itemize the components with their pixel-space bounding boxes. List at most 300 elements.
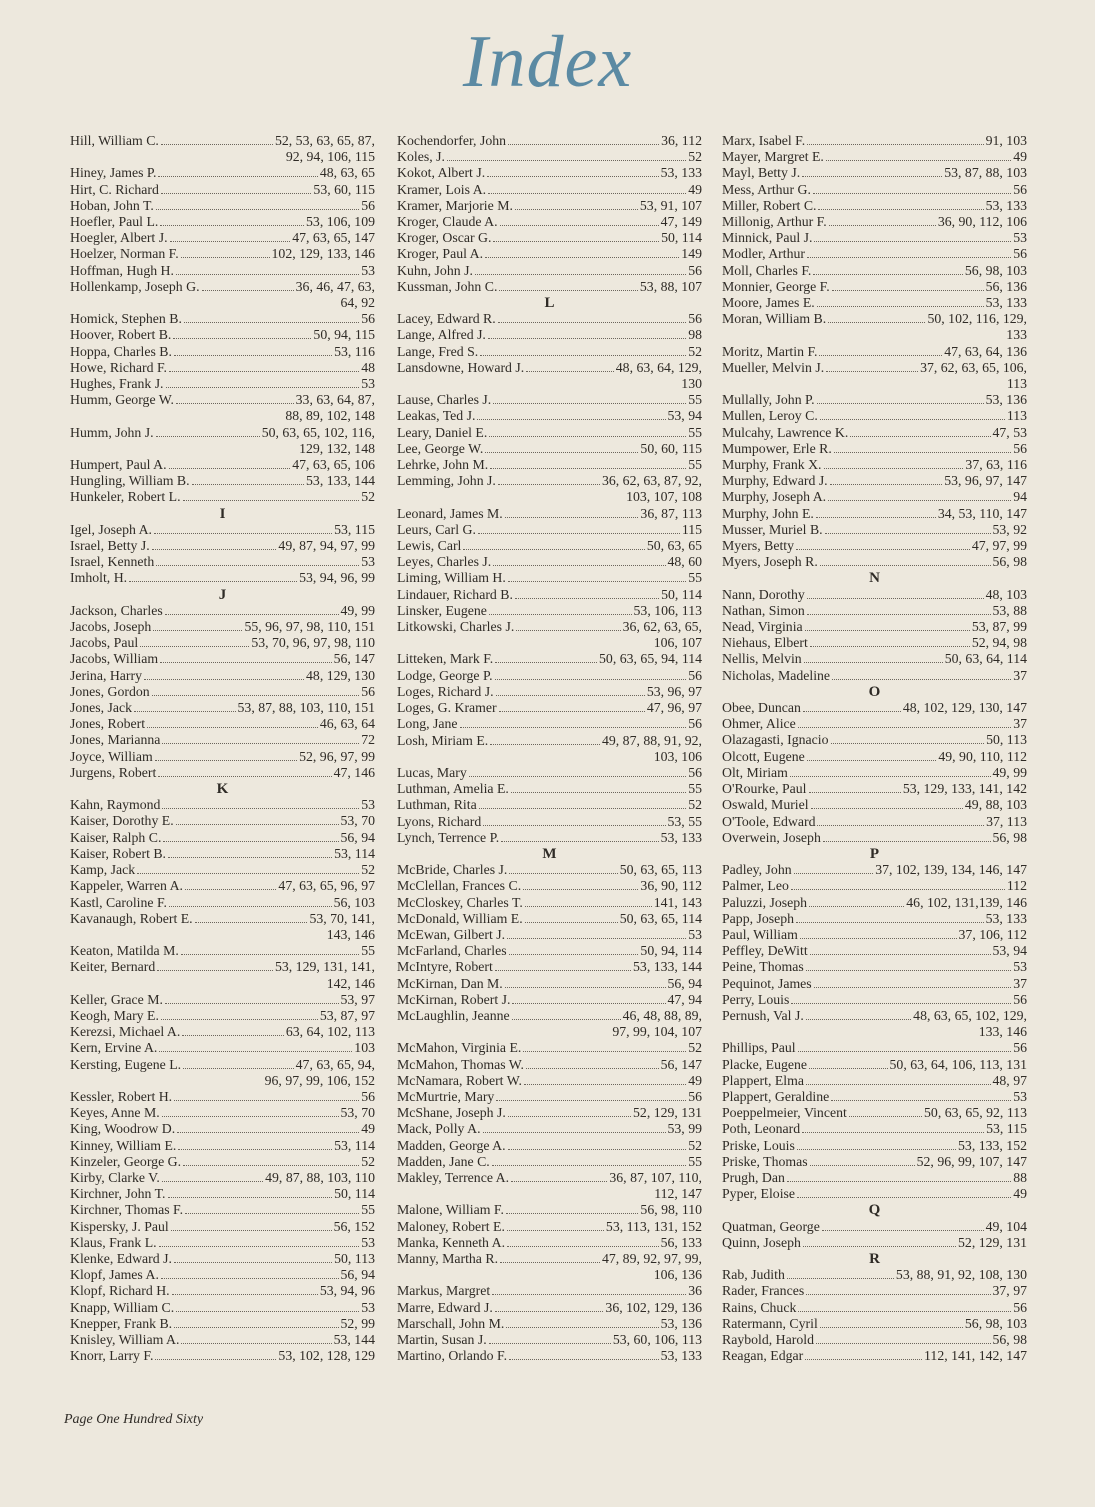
entry-pages: 37, 106, 112 bbox=[958, 926, 1027, 942]
index-entry bbox=[722, 457, 1027, 473]
entry-name: McLaughlin, Jeanne bbox=[397, 1007, 510, 1023]
entry-pages: 55 bbox=[688, 424, 702, 440]
dot-leader bbox=[160, 662, 332, 663]
entry-pages: 53, 96, 97 bbox=[646, 683, 702, 699]
dot-leader bbox=[156, 565, 359, 566]
dot-leader bbox=[823, 841, 991, 842]
index-entry bbox=[70, 392, 375, 424]
index-entry bbox=[70, 846, 375, 862]
dot-leader bbox=[500, 1262, 600, 1263]
index-entry bbox=[397, 327, 702, 343]
entry-name: Kessler, Robert H. bbox=[70, 1088, 173, 1104]
dot-leader bbox=[496, 1100, 686, 1101]
page-footer: Page One Hundred Sixty bbox=[64, 1412, 204, 1427]
entry-pages: 53, 133 bbox=[660, 1348, 702, 1364]
index-entry bbox=[722, 230, 1027, 246]
index-entry bbox=[70, 1138, 375, 1154]
entry-name: Plappert, Elma bbox=[722, 1072, 804, 1088]
index-entry bbox=[70, 603, 375, 619]
entry-name: Kaiser, Robert B. bbox=[70, 845, 167, 861]
dot-leader bbox=[483, 825, 665, 826]
entry-pages: 53 bbox=[1013, 1088, 1027, 1104]
entry-name: Papp, Joseph bbox=[722, 910, 795, 926]
index-entry bbox=[722, 635, 1027, 651]
entry-name: McMurtrie, Mary bbox=[397, 1088, 495, 1104]
dot-leader bbox=[183, 500, 360, 501]
entry-pages: 53, 87, 99 bbox=[971, 619, 1027, 635]
dot-leader bbox=[825, 533, 991, 534]
dot-leader bbox=[154, 533, 332, 534]
index-entry bbox=[70, 327, 375, 343]
dot-leader bbox=[158, 776, 331, 777]
index-entry bbox=[70, 684, 375, 700]
entry-pages: 53, 87, 97 bbox=[319, 1007, 375, 1023]
entry-pages: 46, 48, 88, 89, bbox=[622, 1007, 702, 1023]
index-entry bbox=[722, 830, 1027, 846]
dot-leader bbox=[817, 825, 984, 826]
entry-name: Hoegler, Albert J. bbox=[70, 230, 168, 246]
dot-leader bbox=[498, 322, 686, 323]
entry-pages: 88 bbox=[1013, 1169, 1027, 1185]
entry-name: Hoban, John T. bbox=[70, 197, 154, 213]
entry-pages: 50, 63, 65, 114 bbox=[619, 910, 702, 926]
dot-leader bbox=[174, 1100, 359, 1101]
entry-pages-continued: 106, 107 bbox=[653, 635, 702, 651]
entry-pages: 50, 63, 65, 102, 116, bbox=[261, 424, 375, 440]
dot-leader bbox=[171, 1230, 332, 1231]
entry-name: Jacobs, Paul bbox=[70, 635, 139, 651]
entry-pages: 56, 147 bbox=[660, 1056, 702, 1072]
dot-leader bbox=[488, 193, 686, 194]
entry-name: Phillips, Paul bbox=[722, 1040, 796, 1056]
dot-leader bbox=[511, 792, 686, 793]
entry-name: Olazagasti, Ignacio bbox=[722, 732, 829, 748]
index-entry bbox=[70, 133, 375, 165]
index-entry bbox=[722, 1267, 1027, 1283]
dot-leader bbox=[511, 1181, 607, 1182]
entry-pages-continued: 142, 146 bbox=[326, 975, 375, 991]
entry-name: McEwan, Gilbert J. bbox=[397, 926, 506, 942]
entry-name: Nann, Dorothy bbox=[722, 586, 805, 602]
dot-leader bbox=[814, 241, 1011, 242]
dot-leader bbox=[478, 533, 680, 534]
index-entry bbox=[70, 230, 375, 246]
index-entry bbox=[397, 360, 702, 392]
entry-pages: 56, 94 bbox=[340, 1267, 375, 1283]
entry-pages: 46, 63, 64 bbox=[319, 716, 375, 732]
dot-leader bbox=[159, 1246, 360, 1247]
index-entry bbox=[397, 1138, 702, 1154]
index-entry bbox=[722, 1186, 1027, 1202]
index-entry bbox=[70, 425, 375, 457]
dot-leader bbox=[804, 662, 943, 663]
index-entry bbox=[397, 554, 702, 570]
index-entry bbox=[722, 700, 1027, 716]
entry-pages: 112 bbox=[1006, 878, 1027, 894]
entry-pages: 56, 136 bbox=[985, 278, 1027, 294]
entry-pages: 56, 98, 103 bbox=[964, 1315, 1027, 1331]
index-entry bbox=[70, 473, 375, 489]
entry-pages: 53 bbox=[1013, 230, 1027, 246]
index-entry bbox=[397, 538, 702, 554]
dot-leader bbox=[525, 922, 618, 923]
dot-leader bbox=[828, 500, 1011, 501]
dot-leader bbox=[174, 1327, 338, 1328]
entry-pages-continued: 113 bbox=[1006, 376, 1027, 392]
index-entry bbox=[722, 1089, 1027, 1105]
index-entry bbox=[70, 263, 375, 279]
index-entry bbox=[70, 1186, 375, 1202]
entry-pages: 36, 62, 63, 65, bbox=[622, 619, 702, 635]
index-entry bbox=[70, 1089, 375, 1105]
index-entry bbox=[397, 814, 702, 830]
entry-pages: 56, 147 bbox=[333, 651, 375, 667]
entry-name: Nead, Virginia bbox=[722, 619, 803, 635]
dot-leader bbox=[162, 1181, 263, 1182]
dot-leader bbox=[809, 906, 904, 907]
entry-pages: 47, 63, 65, 147 bbox=[292, 230, 375, 246]
entry-name: Madden, Jane C. bbox=[397, 1153, 490, 1169]
index-entry bbox=[722, 959, 1027, 975]
entry-name: Mueller, Melvin J. bbox=[722, 359, 825, 375]
entry-name: Klaus, Frank L. bbox=[70, 1234, 157, 1250]
dot-leader bbox=[499, 711, 645, 712]
dot-leader bbox=[161, 144, 273, 145]
entry-name: Olcott, Eugene bbox=[722, 748, 805, 764]
dot-leader bbox=[824, 468, 964, 469]
index-entry bbox=[397, 943, 702, 959]
entry-name: Keller, Grace M. bbox=[70, 991, 163, 1007]
entry-pages: 49, 104 bbox=[985, 1218, 1027, 1234]
entry-pages: 52 bbox=[361, 862, 375, 878]
entry-pages: 48, 63, 65 bbox=[319, 165, 375, 181]
index-entry bbox=[70, 732, 375, 748]
index-entry bbox=[70, 522, 375, 538]
dot-leader bbox=[168, 857, 332, 858]
entry-pages: 48 bbox=[361, 359, 375, 375]
entry-pages: 56, 94 bbox=[340, 829, 375, 845]
index-entry bbox=[397, 441, 702, 457]
entry-name: Placke, Eugene bbox=[722, 1056, 808, 1072]
dot-leader bbox=[493, 403, 686, 404]
entry-name: Olt, Miriam bbox=[722, 764, 788, 780]
dot-leader bbox=[828, 322, 925, 323]
dot-leader bbox=[495, 679, 687, 680]
index-entry bbox=[722, 554, 1027, 570]
entry-name: Jones, Gordon bbox=[70, 683, 150, 699]
entry-name: Litteken, Mark F. bbox=[397, 651, 494, 667]
dot-leader bbox=[816, 1343, 991, 1344]
entry-name: Humm, George W. bbox=[70, 392, 174, 408]
dot-leader bbox=[507, 1246, 659, 1247]
entry-pages: 52, 99 bbox=[340, 1315, 375, 1331]
index-entry bbox=[397, 1251, 702, 1283]
index-entry bbox=[70, 1121, 375, 1137]
entry-name: Hoppa, Charles B. bbox=[70, 343, 172, 359]
dot-leader bbox=[800, 938, 957, 939]
dot-leader bbox=[155, 760, 297, 761]
entry-pages: 50, 113 bbox=[334, 1250, 375, 1266]
entry-name: Palmer, Leo bbox=[722, 878, 789, 894]
entry-name: Kirchner, John T. bbox=[70, 1186, 166, 1202]
index-entry bbox=[397, 570, 702, 586]
dot-leader bbox=[791, 889, 1005, 890]
entry-name: Moran, William B. bbox=[722, 311, 827, 327]
entry-name: Kramer, Marjorie M. bbox=[397, 197, 513, 213]
index-entry bbox=[397, 392, 702, 408]
entry-name: Kroger, Claude A. bbox=[397, 214, 498, 230]
index-entry bbox=[70, 1283, 375, 1299]
dot-leader bbox=[161, 1278, 339, 1279]
index-entry bbox=[70, 797, 375, 813]
entry-pages: 72 bbox=[361, 732, 375, 748]
index-entry bbox=[722, 1332, 1027, 1348]
index-entry bbox=[70, 1332, 375, 1348]
dot-leader bbox=[830, 484, 943, 485]
entry-pages: 53, 129, 133, 141, 142 bbox=[902, 781, 1027, 797]
dot-leader bbox=[807, 257, 1011, 258]
index-entry bbox=[397, 651, 702, 667]
entry-name: Imholt, H. bbox=[70, 570, 128, 586]
entry-pages: 49, 88, 103 bbox=[964, 797, 1027, 813]
index-entry bbox=[70, 1316, 375, 1332]
dot-leader bbox=[525, 906, 652, 907]
section-letter: R bbox=[869, 1250, 880, 1267]
index-entry bbox=[722, 506, 1027, 522]
index-entry bbox=[397, 765, 702, 781]
dot-leader bbox=[509, 873, 617, 874]
dot-leader bbox=[162, 808, 359, 809]
dot-leader bbox=[480, 355, 686, 356]
entry-pages: 56 bbox=[688, 1088, 702, 1104]
index-entry bbox=[397, 1105, 702, 1121]
entry-name: Madden, George A. bbox=[397, 1137, 506, 1153]
dot-leader bbox=[508, 144, 659, 145]
entry-pages-continued: 96, 97, 99, 106, 152 bbox=[264, 1072, 375, 1088]
entry-pages: 47, 146 bbox=[333, 764, 375, 780]
dot-leader bbox=[505, 517, 639, 518]
dot-leader bbox=[850, 436, 990, 437]
index-entry bbox=[70, 538, 375, 554]
index-entry bbox=[70, 1251, 375, 1267]
entry-pages: 53, 70 bbox=[340, 813, 375, 829]
dot-leader bbox=[798, 727, 1011, 728]
entry-name: Lange, Fred S. bbox=[397, 343, 479, 359]
entry-name: Linsker, Eugene bbox=[397, 602, 487, 618]
entry-name: Keiter, Bernard bbox=[70, 959, 156, 975]
index-entry bbox=[397, 506, 702, 522]
index-entry bbox=[397, 214, 702, 230]
index-entry bbox=[397, 1300, 702, 1316]
index-entry bbox=[722, 408, 1027, 424]
entry-pages: 56 bbox=[1013, 991, 1027, 1007]
dot-leader bbox=[155, 1359, 276, 1360]
dot-leader bbox=[819, 355, 942, 356]
dot-leader bbox=[817, 403, 984, 404]
index-entry bbox=[397, 473, 702, 505]
dot-leader bbox=[826, 160, 1011, 161]
dot-leader bbox=[475, 274, 686, 275]
index-entry bbox=[722, 1121, 1027, 1137]
entry-pages: 103 bbox=[354, 1040, 375, 1056]
entry-name: Kuhn, John J. bbox=[397, 262, 473, 278]
entry-pages: 34, 53, 110, 147 bbox=[937, 505, 1027, 521]
index-entry bbox=[722, 295, 1027, 311]
entry-pages: 53 bbox=[1013, 959, 1027, 975]
entry-name: Minnick, Paul J. bbox=[722, 230, 813, 246]
dot-leader bbox=[805, 1359, 922, 1360]
entry-name: Keogh, Mary E. bbox=[70, 1007, 159, 1023]
index-entry bbox=[397, 992, 702, 1008]
entry-pages: 52 bbox=[688, 343, 702, 359]
index-entry bbox=[397, 1073, 702, 1089]
entry-name: O'Toole, Edward bbox=[722, 813, 816, 829]
entry-pages: 53, 115 bbox=[986, 1121, 1027, 1137]
entry-name: Ratermann, Cyril bbox=[722, 1315, 818, 1331]
entry-pages: 52, 129, 131 bbox=[958, 1234, 1027, 1250]
entry-pages: 52 bbox=[361, 489, 375, 505]
index-entry bbox=[397, 797, 702, 813]
dot-leader bbox=[153, 630, 242, 631]
entry-name: Murphy, Edward J. bbox=[722, 473, 828, 489]
dot-leader bbox=[512, 1019, 621, 1020]
entry-pages: 56, 98 bbox=[992, 554, 1027, 570]
entry-pages: 53, 133, 144 bbox=[633, 959, 702, 975]
entry-pages: 47, 63, 65, 96, 97 bbox=[278, 878, 375, 894]
index-entry bbox=[70, 700, 375, 716]
dot-leader bbox=[177, 1132, 359, 1133]
section-letter: P bbox=[869, 845, 880, 862]
dot-leader bbox=[508, 1149, 687, 1150]
entry-pages: 141, 143 bbox=[653, 894, 702, 910]
entry-pages: 48, 63, 64, 129, bbox=[615, 359, 702, 375]
index-entry bbox=[722, 668, 1027, 684]
entry-name: Miller, Robert C. bbox=[722, 197, 817, 213]
entry-name: Mumpower, Erle R. bbox=[722, 440, 832, 456]
entry-name: Mess, Arthur G. bbox=[722, 181, 811, 197]
entry-name: McKirnan, Dan M. bbox=[397, 975, 503, 991]
entry-name: Mullen, Leroy C. bbox=[722, 408, 818, 424]
index-entry bbox=[722, 992, 1027, 1008]
index-entry bbox=[722, 1300, 1027, 1316]
entry-pages-continued: 133 bbox=[1006, 327, 1027, 343]
entry-pages: 49 bbox=[1013, 149, 1027, 165]
entry-name: Ohmer, Alice bbox=[722, 716, 796, 732]
entry-name: Kahn, Raymond bbox=[70, 797, 161, 813]
index-entry bbox=[722, 1154, 1027, 1170]
entry-pages: 52 bbox=[688, 797, 702, 813]
dot-leader bbox=[173, 338, 311, 339]
entry-name: McKirnan, Robert J. bbox=[397, 991, 511, 1007]
index-entry bbox=[70, 749, 375, 765]
entry-pages: 50, 63, 65, 92, 113 bbox=[924, 1105, 1027, 1121]
entry-pages: 53, 88 bbox=[992, 602, 1027, 618]
entry-name: Modler, Arthur bbox=[722, 246, 805, 262]
dot-leader bbox=[166, 387, 360, 388]
index-entry bbox=[397, 522, 702, 538]
entry-pages: 50, 63, 65 bbox=[646, 538, 702, 554]
dot-leader bbox=[807, 614, 991, 615]
dot-leader bbox=[168, 1197, 333, 1198]
entry-name: Jerina, Harry bbox=[70, 667, 143, 683]
index-entry bbox=[70, 1105, 375, 1121]
entry-pages: 53, 96, 97, 147 bbox=[944, 473, 1027, 489]
dot-leader bbox=[181, 1343, 331, 1344]
section-letter: O bbox=[868, 683, 881, 700]
index-column-1 bbox=[70, 133, 375, 1364]
entry-pages: 53, 102, 128, 129 bbox=[278, 1348, 375, 1364]
entry-pages: 53 bbox=[361, 1234, 375, 1250]
entry-name: Hunkeler, Robert L. bbox=[70, 489, 181, 505]
entry-pages: 53, 55 bbox=[667, 813, 702, 829]
entry-name: Hungling, William B. bbox=[70, 473, 190, 489]
entry-pages: 52 bbox=[361, 1153, 375, 1169]
index-entry bbox=[722, 1170, 1027, 1186]
index-entry bbox=[722, 862, 1027, 878]
entry-pages: 52, 96, 97, 99 bbox=[299, 748, 375, 764]
dot-leader bbox=[524, 1084, 686, 1085]
index-entry bbox=[722, 587, 1027, 603]
entry-pages: 56 bbox=[361, 311, 375, 327]
entry-pages-continued: 112, 147 bbox=[654, 1186, 702, 1202]
dot-leader bbox=[147, 727, 318, 728]
entry-pages: 49, 87, 88, 91, 92, bbox=[601, 732, 702, 748]
entry-name: Overwein, Joseph bbox=[722, 829, 821, 845]
index-entry bbox=[70, 1235, 375, 1251]
index-entry bbox=[397, 279, 702, 295]
entry-pages: 47, 96, 97 bbox=[646, 700, 702, 716]
entry-name: Klenke, Edward J. bbox=[70, 1250, 172, 1266]
entry-pages: 33, 63, 64, 87, bbox=[295, 392, 375, 408]
entry-pages: 53 bbox=[361, 376, 375, 392]
index-entry bbox=[70, 1040, 375, 1056]
entry-name: Kinzeler, George G. bbox=[70, 1153, 182, 1169]
dot-leader bbox=[493, 565, 665, 566]
entry-pages: 53, 87, 88, 103, 110, 151 bbox=[237, 700, 375, 716]
entry-pages: 56, 152 bbox=[333, 1218, 375, 1234]
dot-leader bbox=[832, 290, 984, 291]
dot-leader bbox=[810, 954, 991, 955]
dot-leader bbox=[809, 792, 901, 793]
dot-leader bbox=[829, 225, 936, 226]
entry-name: Nicholas, Madeline bbox=[722, 667, 831, 683]
dot-leader bbox=[160, 225, 304, 226]
dot-leader bbox=[810, 1165, 915, 1166]
dot-leader bbox=[483, 1132, 666, 1133]
dot-leader bbox=[493, 241, 659, 242]
entry-name: Nellis, Melvin bbox=[722, 651, 802, 667]
entry-pages: 56, 98 bbox=[992, 829, 1027, 845]
dot-leader bbox=[807, 598, 984, 599]
dot-leader bbox=[181, 954, 359, 955]
index-entry bbox=[722, 425, 1027, 441]
entry-name: Leyes, Charles J. bbox=[397, 554, 492, 570]
dot-leader bbox=[495, 970, 631, 971]
entry-pages: 55 bbox=[361, 943, 375, 959]
entry-pages: 56, 98 bbox=[992, 1331, 1027, 1347]
index-entry bbox=[397, 165, 702, 181]
index-entry bbox=[722, 911, 1027, 927]
dot-leader bbox=[185, 1213, 359, 1214]
entry-pages: 47, 89, 92, 97, 99, bbox=[601, 1250, 702, 1266]
dot-leader bbox=[496, 695, 645, 696]
index-entry bbox=[70, 554, 375, 570]
entry-pages: 56 bbox=[688, 764, 702, 780]
index-column-2 bbox=[397, 133, 702, 1364]
entry-pages: 53, 99 bbox=[667, 1121, 702, 1137]
section-letter: J bbox=[218, 586, 227, 603]
entry-pages: 56 bbox=[1013, 246, 1027, 262]
